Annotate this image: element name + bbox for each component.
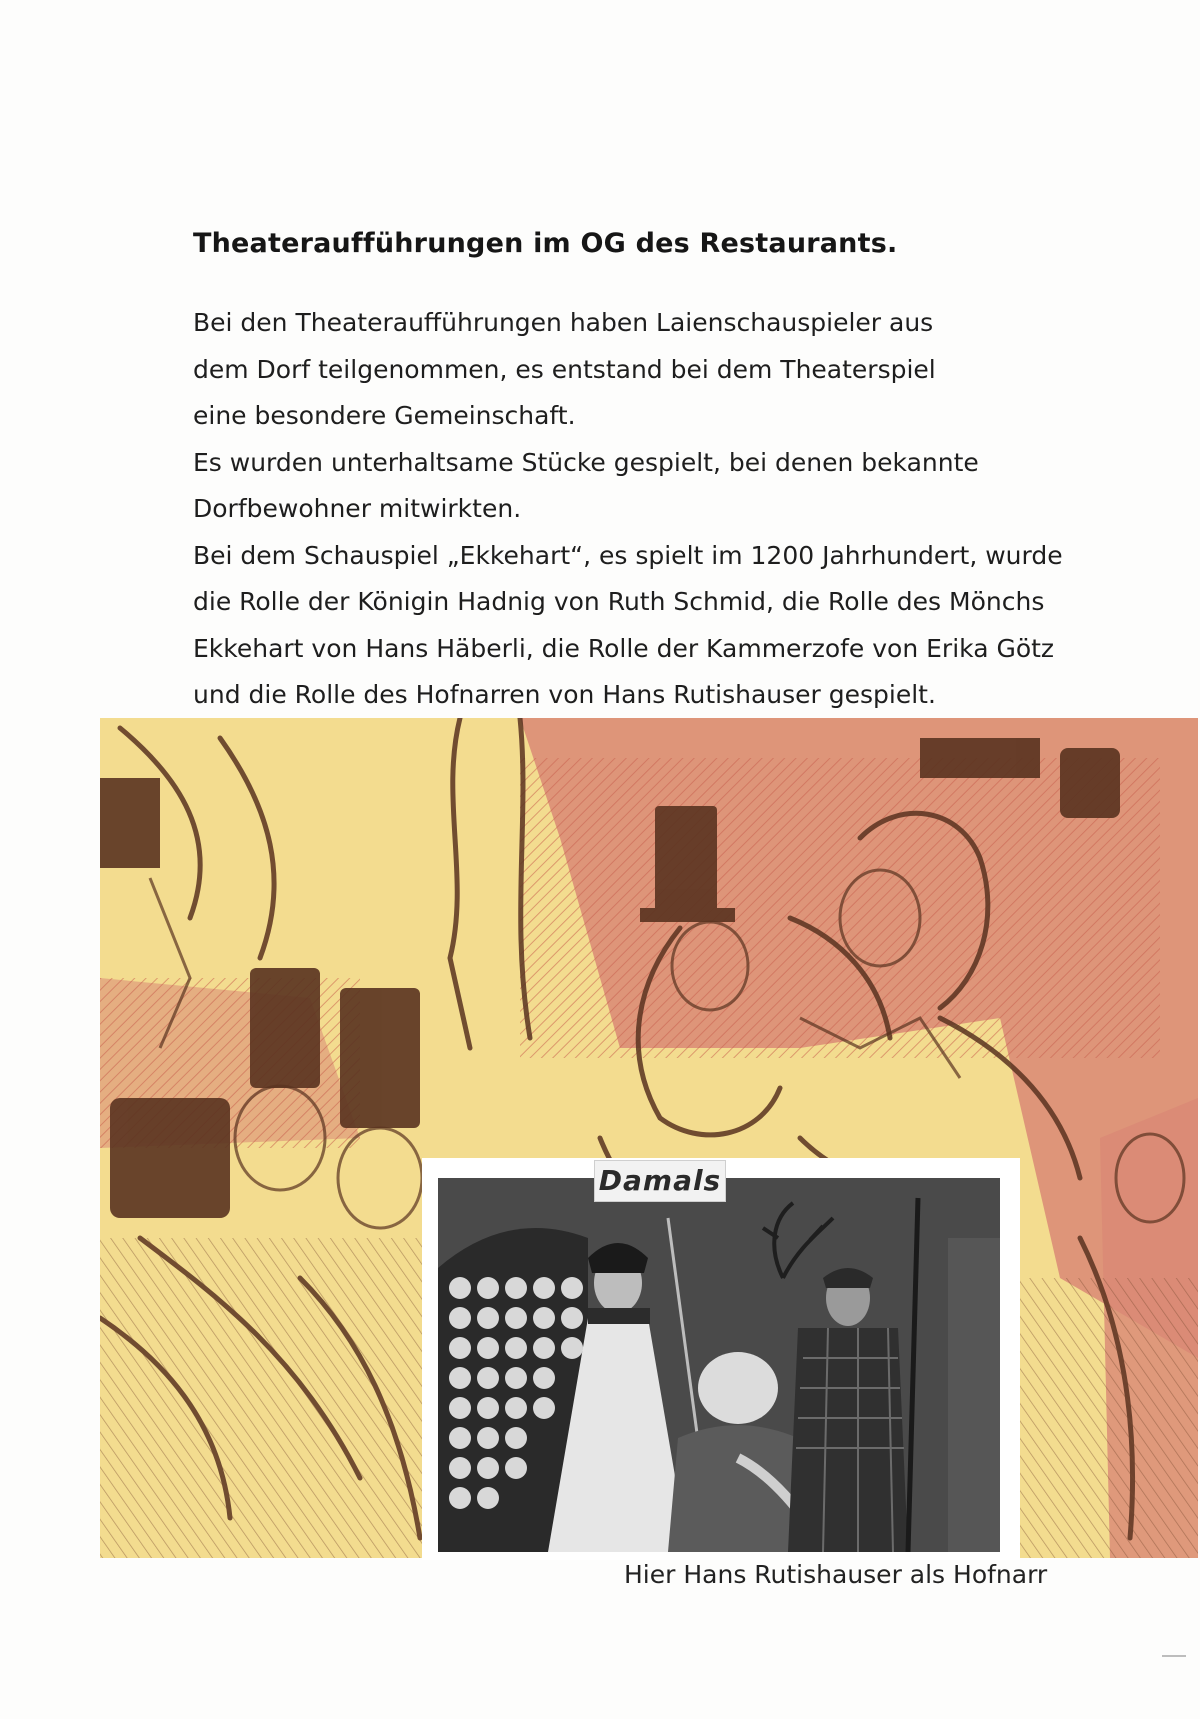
paragraph-line: Dorfbewohner mitwirkten. bbox=[193, 494, 522, 523]
paragraph-line: und die Rolle des Hofnarren von Hans Rutishauser gespielt. bbox=[193, 680, 936, 709]
historic-photo bbox=[438, 1178, 1000, 1552]
photo-caption: Hier Hans Rutishauser als Hofnarr bbox=[624, 1560, 1048, 1589]
photo-label: Damals bbox=[594, 1160, 726, 1202]
paragraph-line: Bei den Theateraufführungen haben Laienschauspieler aus bbox=[193, 308, 934, 337]
paragraph-line: eine besondere Gemeinschaft. bbox=[193, 401, 576, 430]
paragraph-line: Bei dem Schauspiel „Ekkehart“, es spielt im 1200 Jahrhundert, wurde bbox=[193, 540, 1063, 570]
scan-edge-mark bbox=[1162, 1655, 1186, 1657]
page-title: Theateraufführungen im OG des Restaurants. bbox=[193, 228, 898, 259]
body-paragraph bbox=[193, 300, 1153, 719]
paragraph-line: Es wurden unterhaltsame Stücke gespielt, bei denen bekannte bbox=[193, 447, 979, 477]
paragraph-line: die Rolle der Königin Hadnig von Ruth Schmid, die Rolle des Mönchs bbox=[193, 587, 1045, 616]
paragraph-line: Ekkehart von Hans Häberli, die Rolle der Kammerzofe von Erika Götz bbox=[193, 633, 1055, 663]
paragraph-line: dem Dorf teilgenommen, es entstand bei dem Theaterspiel bbox=[193, 354, 936, 384]
